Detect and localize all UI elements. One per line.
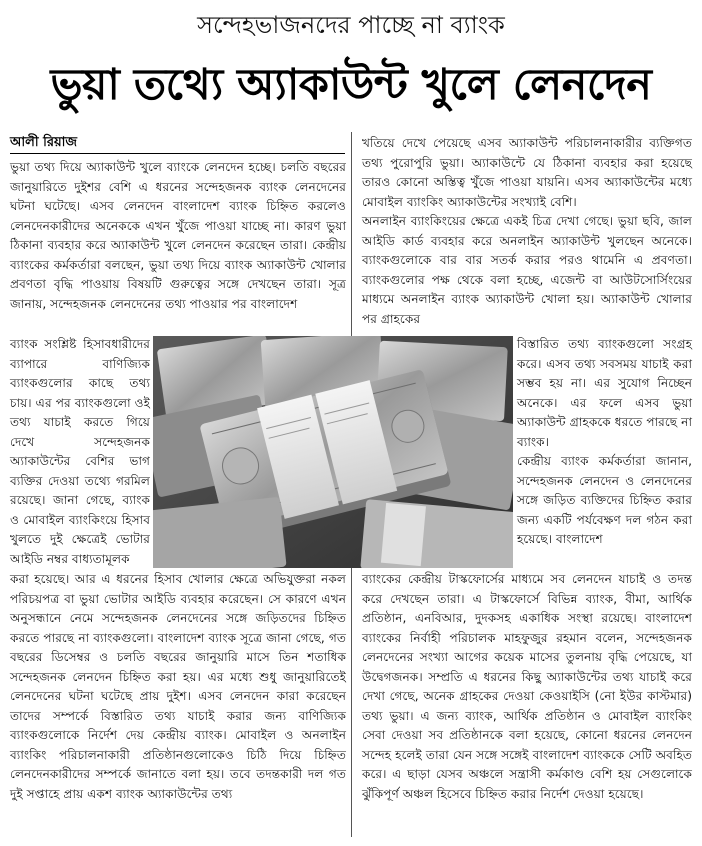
banknote-bundles-photo <box>153 336 513 568</box>
article-kicker: সন্দেহভাজনদের পাচ্ছে না ব্যাংক <box>197 11 505 39</box>
byline-rule <box>10 153 345 154</box>
left-column-paragraph-2: ব্যাংক সংশ্লিষ্ট হিসাবধারীদের ব্যাপারে বাণিজ্যিক ব্যাংকগুলোর কাছে তথ্য চায়। এর পর ব্যাংকগুলো ওই তথ্য যাচাই করতে গিয়ে দেখে সন্দেহজনক অ্যাকাউন্টের বেশির ভাগ ব্যক্তির দেওয়া তথ্যে গরমিল রয়েছে। জানা গেছে, ব্যাংক ও মোবাইল ব্যাংকিংয়ে হিসাব খুলতে দুই ক্ষেত্রেই ভোটার আইডি নম্বর বাধ্যতামূলক <box>10 337 150 566</box>
left-column-paragraph-1: ভুয়া তথ্য দিয়ে অ্যাকাউন্ট খুলে ব্যাংকে লেনদেন হচ্ছে। চলতি বছরের জানুয়ারিতে দুইশর বেশি এ ধরনের সন্দেহজনক ব্যাংক লেনদেনের ঘটনা ঘটেছে। এসব লেনদেন বাংলাদেশ ব্যাংক চিহ্নিত করলেও লেনদেনকারীদের অনেককে এখন খুঁজে পাওয়া যাচ্ছে না। কারণ ভুয়া ঠিকানা ব্যবহার করে অ্যাকাউন্ট খুলে লেনদেন করেছেন তারা। কেন্দ্রীয় ব্যাংকের কর্মকর্তারা বলছেন, ভুয়া তথ্য দিয়ে ব্যাংক অ্যাকাউন্ট খোলার প্রবণতা বৃদ্ধি পাওয়ায় বিষয়টি গুরুত্বের সঙ্গে দেখছেন তারা। সূত্র জানায়, সন্দেহজনক লেনদেনের তথ্য পাওয়ার পর বাংলাদেশ <box>10 160 346 311</box>
right-column-paragraph-2: বিস্তারিত তথ্য ব্যাংকগুলো সংগ্রহ করে। এসব তথ্য সবসময় যাচাই করা সম্ভব হয় না। এর সুযোগ নিচ্ছেন অনেকে। এর ফলে এসব ভুয়া অ্যাকাউন্ট গ্রাহককে ধরতে পারছে না ব্যাংক। কেন্দ্রীয় ব্যাংক কর্মকর্তারা জানান, সন্দেহজনক লেনদেন ও লেনদেনের সঙ্গে জড়িত ব্যক্তিদের চিহ্নিত করার জন্য একটি পর্যবেক্ষণ দল গঠন করা হয়েছে। বাংলাদেশ <box>517 337 692 546</box>
right-column-paragraph-3: ব্যাংকের কেন্দ্রীয় টাস্কফোর্সের মাধ্যমে সব লেনদেন যাচাই ও তদন্ত করে দেখছেন তারা। এ টাস্কফোর্সে বিভিন্ন ব্যাংক, বীমা, আর্থিক প্রতিষ্ঠান, এনবিআর, দুদকসহ একাধিক সংস্থা রয়েছে। বাংলাদেশ ব্যাংকের নির্বাহী পরিচালক মাহফুজুর রহমান বলেন, সন্দেহজনক লেনদেনের সংখ্যা আগের কয়েক মাসের তুলনায় বৃদ্ধি পেয়েছে, যা উদ্বেগজনক। সম্প্রতি এ ধরনের কিছু অ্যাকাউন্টের তথ্য যাচাই করে দেখা গেছে, অনেক গ্রাহকের দেওয়া কেওয়াইসি (নো ইউর কাস্টমার) তথ্য ভুয়া। এ জন্য ব্যাংক, আর্থিক প্রতিষ্ঠান ও মোবাইল ব্যাংকিং সেবা দেওয়া সব প্রতিষ্ঠানকে বলা হয়েছে, কোনো ধরনের লেনদেন সন্দেহ হলেই তারা যেন সঙ্গে সঙ্গেই বাংলাদেশ ব্যাংককে সেটি অবহিত করে। এ ছাড়া যেসব অঞ্চলে সন্ত্রাসী কর্মকাণ্ড বেশি হয় সেগুলোকে ঝুঁকিপূর্ণ অঞ্চল হিসেবে চিহ্নিত করার নির্দেশ দেওয়া হয়েছে। <box>362 572 692 801</box>
right-column-paragraph-1: খতিয়ে দেখে পেয়েছে এসব অ্যাকাউন্ট পরিচালনাকারীর ব্যক্তিগত তথ্য পুরোপুরি ভুয়া। অ্যাকাউন্টে যে ঠিকানা ব্যবহার করা হয়েছে তারও কোনো অস্তিত্ব খুঁজে পাওয়া যায়নি। এসব অ্যাকাউন্টের মধ্যে মোবাইল ব্যাংকিং অ্যাকাউন্টের সংখ্যাই বেশি। অনলাইন ব্যাংকিংয়ের ক্ষেত্রে একই চিত্র দেখা গেছে। ভুয়া ছবি, জাল আইডি কার্ড ব্যবহার করে অনলাইন অ্যাকাউন্ট খুলছেন অনেকে। ব্যাংকগুলোকে বার বার সতর্ক করার পরও থামেনি এ প্রবণতা। ব্যাংকগুলোর পক্ষ থেকে বলা হচ্ছে, এজেন্ট বা আউটসোর্সিংয়ের মাধ্যমে অনলাইন ব্যাংক অ্যাকাউন্ট খোলা হয়। অ্যাকাউন্ট খোলার পর গ্রাহকের <box>362 136 692 326</box>
byline: আলী রিয়াজ <box>10 135 78 150</box>
left-column-paragraph-3: করা হয়েছে। আর এ ধরনের হিসাব খোলার ক্ষেত্রে অভিযুক্তরা নকল পরিচয়পত্র বা ভুয়া ভোটার আইডি ব্যবহার করেছেন। সে কারণে এখন অনুসন্ধানে নেমে সন্দেহজনক লেনদেনের সঙ্গে জড়িতদের চিহ্নিত করতে পারছে না ব্যাংকগুলো। বাংলাদেশ ব্যাংক সূত্রে জানা গেছে, গত বছরের ডিসেম্বর ও চলতি বছরের জানুয়ারি মাসে তিন শতাধিক সন্দেহজনক লেনদেন চিহ্নিত করা হয়। এর মধ্যে শুধু জানুয়ারিতেই লেনদেনের ঘটনা ঘটেছে প্রায় দুইশ। এসব লেনদেন কারা করেছেন তাদের সম্পর্কে বিস্তারিত তথ্য যাচাই করার জন্য বাণিজ্যিক ব্যাংকগুলোকে নির্দেশ দেয় কেন্দ্রীয় ব্যাংক। মোবাইল ও অনলাইন ব্যাংকিং পরিচালনাকারী প্রতিষ্ঠানগুলোকেও চিঠি দিয়ে চিহ্নিত লেনদেনকারীদের সম্পর্কে জানাতে বলা হয়। তবে তদন্তকারী দল গত দুই সপ্তাহে প্রায় একশ ব্যাংক অ্যাকাউন্টের তথ্য <box>10 572 346 801</box>
article-headline: ভুয়া তথ্যে অ্যাকাউন্ট খুলে লেনদেন <box>50 60 652 110</box>
